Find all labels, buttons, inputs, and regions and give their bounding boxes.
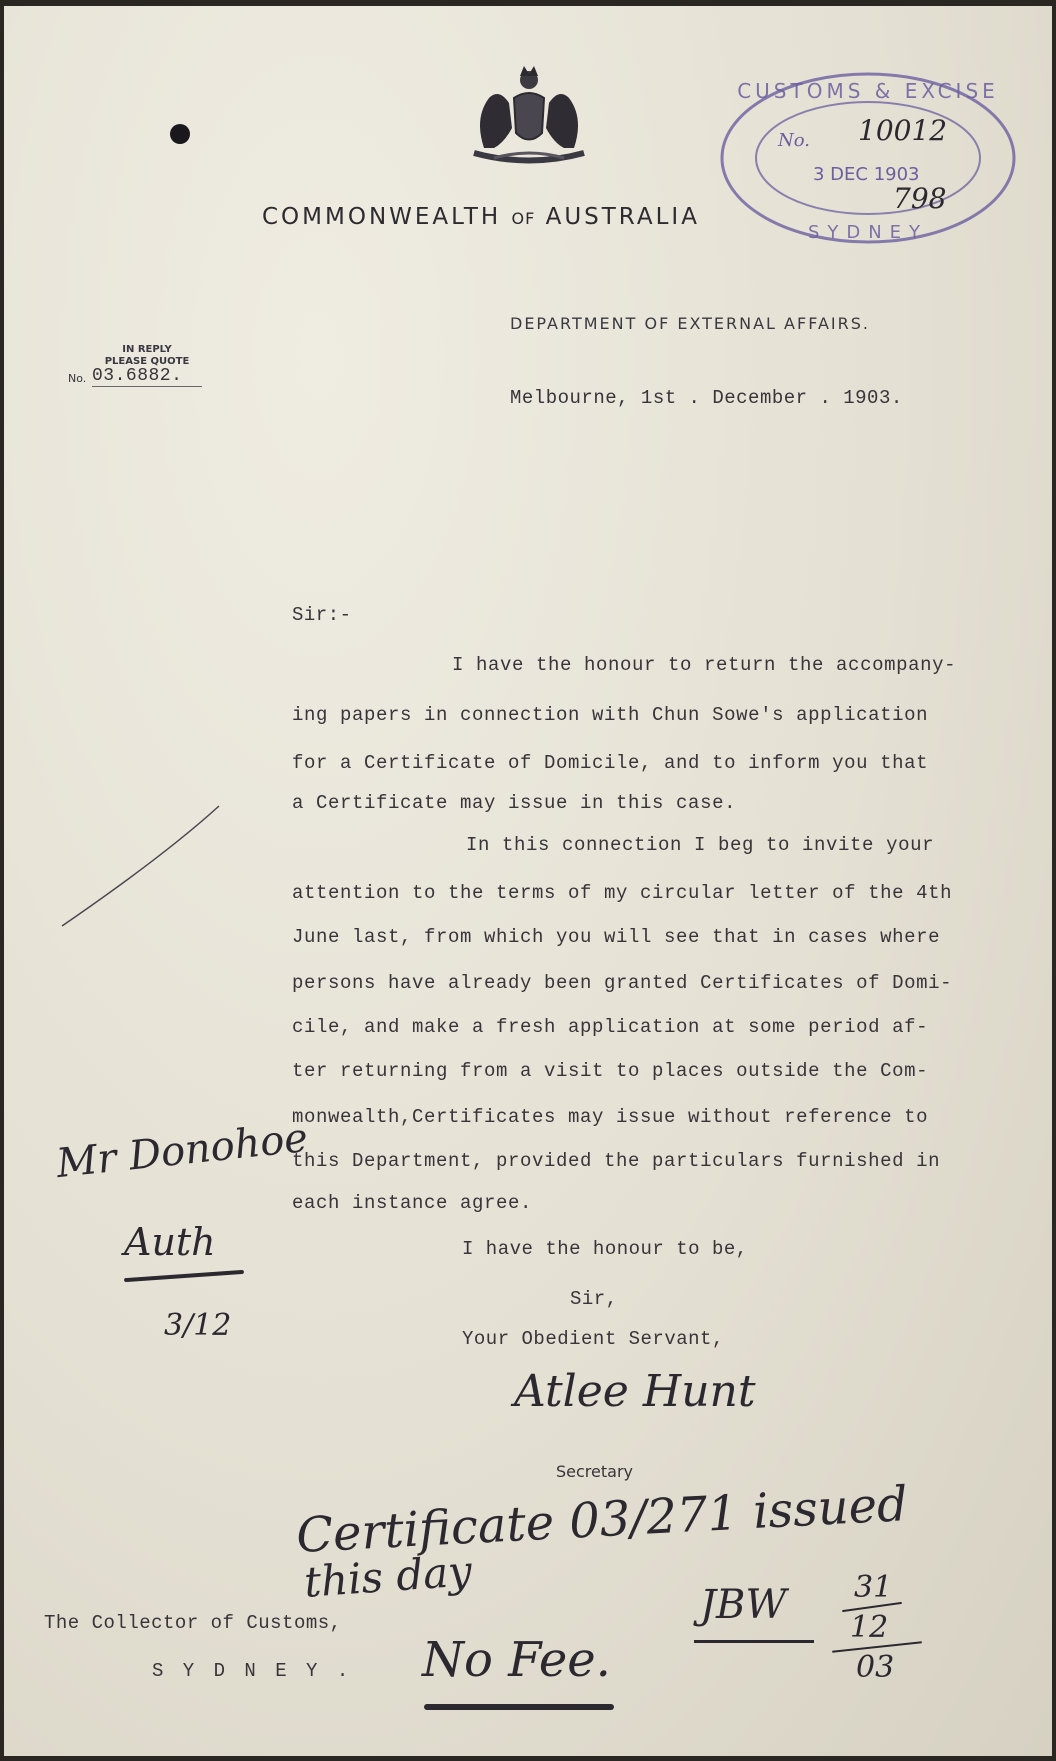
margin-note-date: 3/12 <box>164 1308 232 1343</box>
dateline: Melbourne, 1st . December . 1903. <box>510 387 903 409</box>
body-line: monwealth,Certificates may issue without reference to <box>292 1106 929 1128</box>
letterhead-title: COMMONWEALTH OF AUSTRALIA <box>262 204 700 230</box>
coat-of-arms-icon <box>454 58 604 168</box>
svg-text:No.: No. <box>778 130 810 151</box>
svg-text:CUSTOMS & EXCISE: CUSTOMS & EXCISE <box>737 79 999 103</box>
body-line: cile, and make a fresh application at some period af- <box>292 1016 929 1038</box>
body-line: each instance agree. <box>292 1192 533 1214</box>
margin-note-initials: Auth <box>124 1220 216 1264</box>
body-line: ing papers in connection with Chun Sowe's application <box>292 704 929 726</box>
svg-text:798: 798 <box>893 182 947 215</box>
customs-stamp <box>718 68 1018 248</box>
closing-sir: Sir, <box>570 1288 618 1310</box>
date-numerator: 31 <box>854 1570 893 1605</box>
initials-underline <box>694 1640 814 1643</box>
body-line: June last, from which you will see that in cases where <box>292 926 941 948</box>
date-year: 03 <box>856 1650 895 1685</box>
no-fee-underline <box>424 1704 614 1710</box>
pencil-stroke <box>54 796 224 936</box>
department-name: DEPARTMENT OF EXTERNAL AFFAIRS. <box>510 314 870 333</box>
addressee-line: The Collector of Customs, <box>44 1612 342 1634</box>
certificate-note: Certificate 03/271 issued <box>294 1476 910 1564</box>
letter-page <box>4 6 1052 1756</box>
body-line: for a Certificate of Domicile, and to inform you that <box>292 752 929 774</box>
signature: Atlee Hunt <box>514 1366 756 1417</box>
addressee-city: S Y D N E Y . <box>152 1660 353 1682</box>
this-day-note: this day <box>302 1546 474 1607</box>
reply-no-label: No. <box>68 372 87 385</box>
svg-text:10012: 10012 <box>858 114 948 147</box>
body-line: persons have already been granted Certificates of Domi- <box>292 972 953 994</box>
no-fee-note: No Fee. <box>422 1632 611 1688</box>
reply-quote-box: IN REPLY PLEASE QUOTE <box>104 344 190 367</box>
reference-number: 03.6882. <box>92 366 202 387</box>
official-initials: JBW <box>700 1582 787 1628</box>
svg-text:3 DEC 1903: 3 DEC 1903 <box>813 164 920 185</box>
punch-hole <box>170 124 190 144</box>
closing-servant: Your Obedient Servant, <box>462 1328 724 1350</box>
body-line: this Department, provided the particulars furnished in <box>292 1150 941 1172</box>
body-line: I have the honour to return the accompany- <box>452 654 957 676</box>
date-denominator: 12 <box>850 1610 889 1645</box>
margin-note-name: Mr Donohoe <box>54 1114 311 1188</box>
svg-text:SYDNEY: SYDNEY <box>807 222 929 243</box>
signatory-title: Secretary <box>556 1462 633 1481</box>
body-line: a Certificate may issue in this case. <box>292 792 737 814</box>
body-line: ter returning from a visit to places outside the Com- <box>292 1060 929 1082</box>
body-line: In this connection I beg to invite your <box>466 834 935 856</box>
closing-line: I have the honour to be, <box>462 1238 748 1260</box>
body-line: attention to the terms of my circular letter of the 4th <box>292 882 953 904</box>
salutation: Sir:- <box>292 604 352 626</box>
margin-underline <box>124 1270 244 1282</box>
